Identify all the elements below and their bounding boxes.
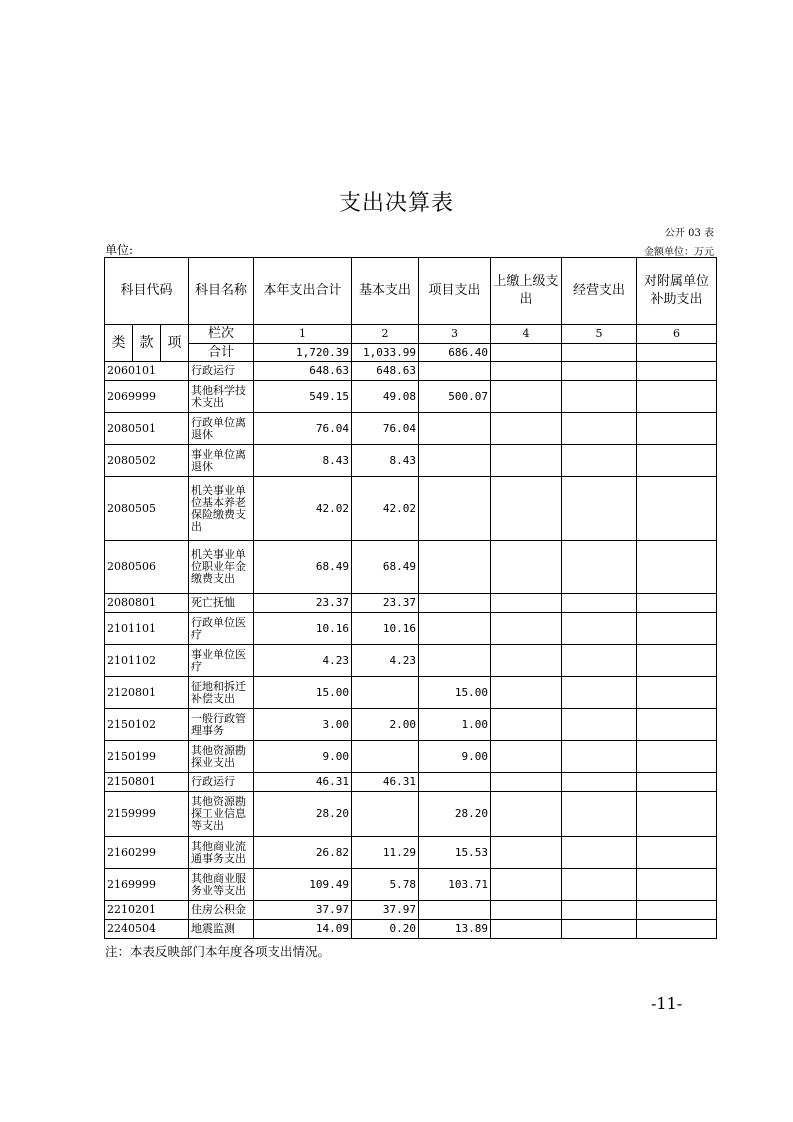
row-upper (491, 445, 562, 477)
row-name: 其他资源勘探工业信息等支出 (189, 792, 254, 837)
row-business (562, 445, 637, 477)
row-business (562, 869, 637, 901)
row-basic: 23.37 (352, 594, 419, 613)
header-business: 经营支出 (562, 258, 637, 325)
row-subsidy (637, 362, 717, 381)
row-business (562, 362, 637, 381)
row-name: 征地和拆迁补偿支出 (189, 677, 254, 709)
page-number: -11- (651, 994, 683, 1013)
row-code: 2150199 (105, 741, 189, 773)
row-total: 28.20 (254, 792, 352, 837)
row-subsidy (637, 709, 717, 741)
row-subsidy (637, 792, 717, 837)
row-basic (352, 792, 419, 837)
row-total: 68.49 (254, 541, 352, 594)
table-row (105, 792, 717, 837)
row-upper (491, 869, 562, 901)
row-code: 2101102 (105, 645, 189, 677)
row-subsidy (637, 541, 717, 594)
row-business (562, 594, 637, 613)
form-number: 公开 03 表 (664, 228, 714, 239)
row-total: 549.15 (254, 381, 352, 413)
row-business (562, 413, 637, 445)
column-index-4: 4 (491, 325, 562, 344)
row-total: 4.23 (254, 645, 352, 677)
row-basic: 8.43 (352, 445, 419, 477)
row-basic (352, 677, 419, 709)
total-row (105, 344, 717, 362)
row-name: 机关事业单位职业年金缴费支出 (189, 541, 254, 594)
row-name: 死亡抚恤 (189, 594, 254, 613)
row-upper (491, 381, 562, 413)
row-total: 46.31 (254, 773, 352, 792)
total-label: 合计 (189, 344, 254, 362)
row-subsidy (637, 741, 717, 773)
row-subsidy (637, 477, 717, 541)
row-code: 2210201 (105, 901, 189, 920)
row-subsidy (637, 920, 717, 939)
row-upper (491, 837, 562, 869)
row-name: 事业单位医疗 (189, 645, 254, 677)
row-code: 2080502 (105, 445, 189, 477)
column-index-row (105, 325, 717, 344)
row-code: 2069999 (105, 381, 189, 413)
table-row (105, 362, 717, 381)
row-total: 37.97 (254, 901, 352, 920)
table-row (105, 869, 717, 901)
document-title: 支出决算表 (338, 191, 454, 216)
row-project: 500.07 (419, 381, 491, 413)
data-rows (105, 362, 717, 939)
row-code: 2159999 (105, 792, 189, 837)
row-subsidy (637, 837, 717, 869)
row-basic: 42.02 (352, 477, 419, 541)
row-upper (491, 741, 562, 773)
row-business (562, 645, 637, 677)
row-basic: 5.78 (352, 869, 419, 901)
total-subsidy (637, 344, 717, 362)
row-subsidy (637, 381, 717, 413)
row-subsidy (637, 773, 717, 792)
row-project: 15.53 (419, 837, 491, 869)
row-basic: 76.04 (352, 413, 419, 445)
table-row (105, 413, 717, 445)
row-code: 2080506 (105, 541, 189, 594)
row-name: 其他商业服务业等支出 (189, 869, 254, 901)
row-code: 2080505 (105, 477, 189, 541)
row-code: 2150801 (105, 773, 189, 792)
row-subsidy (637, 413, 717, 445)
row-subsidy (637, 645, 717, 677)
row-basic: 0.20 (352, 920, 419, 939)
row-basic: 648.63 (352, 362, 419, 381)
row-upper (491, 677, 562, 709)
row-upper (491, 594, 562, 613)
row-upper (491, 541, 562, 594)
header-name: 科目名称 (189, 258, 254, 325)
expenditure-table (104, 257, 717, 939)
row-name: 行政单位医疗 (189, 613, 254, 645)
row-total: 10.16 (254, 613, 352, 645)
row-code: 2080801 (105, 594, 189, 613)
row-project (419, 477, 491, 541)
row-business (562, 792, 637, 837)
row-basic: 37.97 (352, 901, 419, 920)
row-basic: 68.49 (352, 541, 419, 594)
row-total: 648.63 (254, 362, 352, 381)
table-row (105, 677, 717, 709)
row-upper (491, 920, 562, 939)
row-code: 2080501 (105, 413, 189, 445)
row-basic: 2.00 (352, 709, 419, 741)
row-subsidy (637, 677, 717, 709)
row-total: 8.43 (254, 445, 352, 477)
row-subsidy (637, 613, 717, 645)
row-business (562, 920, 637, 939)
row-project: 103.71 (419, 869, 491, 901)
row-upper (491, 709, 562, 741)
table-row (105, 901, 717, 920)
row-name: 其他商业流通事务支出 (189, 837, 254, 869)
table-row (105, 645, 717, 677)
row-project (419, 413, 491, 445)
row-total: 42.02 (254, 477, 352, 541)
row-code: 2160299 (105, 837, 189, 869)
row-upper (491, 477, 562, 541)
row-business (562, 613, 637, 645)
header-project: 项目支出 (419, 258, 491, 325)
table-row (105, 709, 717, 741)
row-name: 行政单位离退休 (189, 413, 254, 445)
total-project: 686.40 (419, 344, 491, 362)
column-index-3: 3 (419, 325, 491, 344)
row-upper (491, 362, 562, 381)
table-row (105, 920, 717, 939)
row-code: 2101101 (105, 613, 189, 645)
row-name: 其他资源勘探业支出 (189, 741, 254, 773)
row-name: 行政运行 (189, 773, 254, 792)
row-total: 26.82 (254, 837, 352, 869)
column-index-6: 6 (637, 325, 717, 344)
table-row (105, 613, 717, 645)
header-upper: 上缴上级支出 (491, 258, 562, 325)
row-total: 15.00 (254, 677, 352, 709)
row-upper (491, 613, 562, 645)
row-business (562, 741, 637, 773)
row-project (419, 445, 491, 477)
row-basic: 46.31 (352, 773, 419, 792)
row-business (562, 677, 637, 709)
row-basic (352, 741, 419, 773)
row-basic: 4.23 (352, 645, 419, 677)
row-name: 地震监测 (189, 920, 254, 939)
row-business (562, 773, 637, 792)
row-project (419, 645, 491, 677)
table-row (105, 837, 717, 869)
row-subsidy (637, 869, 717, 901)
row-name: 其他科学技术支出 (189, 381, 254, 413)
row-total: 23.37 (254, 594, 352, 613)
row-project (419, 541, 491, 594)
row-upper (491, 413, 562, 445)
row-project (419, 773, 491, 792)
header-total: 本年支出合计 (254, 258, 352, 325)
table-row (105, 381, 717, 413)
total-upper (491, 344, 562, 362)
row-code: 2150102 (105, 709, 189, 741)
row-project: 9.00 (419, 741, 491, 773)
total-business (562, 344, 637, 362)
header-subsidy: 对附属单位补助支出 (637, 258, 717, 325)
table-row (105, 541, 717, 594)
column-index-1: 1 (254, 325, 352, 344)
row-upper (491, 645, 562, 677)
row-business (562, 901, 637, 920)
row-project: 1.00 (419, 709, 491, 741)
row-business (562, 477, 637, 541)
row-total: 109.49 (254, 869, 352, 901)
row-upper (491, 773, 562, 792)
row-name: 事业单位离退休 (189, 445, 254, 477)
row-code: 2169999 (105, 869, 189, 901)
row-project: 15.00 (419, 677, 491, 709)
total-basic: 1,033.99 (352, 344, 419, 362)
row-name: 行政运行 (189, 362, 254, 381)
row-code: 2240504 (105, 920, 189, 939)
row-total: 14.09 (254, 920, 352, 939)
column-index-label: 栏次 (189, 325, 254, 344)
table-row (105, 594, 717, 613)
row-code: 2060101 (105, 362, 189, 381)
row-code: 2120801 (105, 677, 189, 709)
row-business (562, 381, 637, 413)
row-project (419, 613, 491, 645)
row-project (419, 594, 491, 613)
header-class: 类 (105, 325, 133, 362)
row-business (562, 837, 637, 869)
table-row (105, 477, 717, 541)
table-row (105, 773, 717, 792)
table-row (105, 445, 717, 477)
row-subsidy (637, 445, 717, 477)
row-project: 13.89 (419, 920, 491, 939)
row-business (562, 709, 637, 741)
row-total: 3.00 (254, 709, 352, 741)
header-item: 项 (161, 325, 189, 362)
row-name: 一般行政管理事务 (189, 709, 254, 741)
row-total: 9.00 (254, 741, 352, 773)
row-basic: 49.08 (352, 381, 419, 413)
row-upper (491, 901, 562, 920)
row-project (419, 362, 491, 381)
amount-unit: 金额单位：万元 (644, 247, 714, 258)
row-project (419, 901, 491, 920)
header-section: 款 (133, 325, 161, 362)
table-row (105, 741, 717, 773)
header-code: 科目代码 (105, 258, 189, 325)
table-note: 注：本表反映部门本年度各项支出情况。 (105, 944, 331, 959)
row-basic: 10.16 (352, 613, 419, 645)
row-project: 28.20 (419, 792, 491, 837)
row-total: 76.04 (254, 413, 352, 445)
header-basic: 基本支出 (352, 258, 419, 325)
total-sum: 1,720.39 (254, 344, 352, 362)
column-index-2: 2 (352, 325, 419, 344)
row-upper (491, 792, 562, 837)
row-subsidy (637, 901, 717, 920)
row-business (562, 541, 637, 594)
unit-label: 单位: (105, 243, 134, 257)
row-name: 住房公积金 (189, 901, 254, 920)
row-subsidy (637, 594, 717, 613)
row-name: 机关事业单位基本养老保险缴费支出 (189, 477, 254, 541)
row-basic: 11.29 (352, 837, 419, 869)
column-index-5: 5 (562, 325, 637, 344)
header-row (105, 258, 717, 325)
